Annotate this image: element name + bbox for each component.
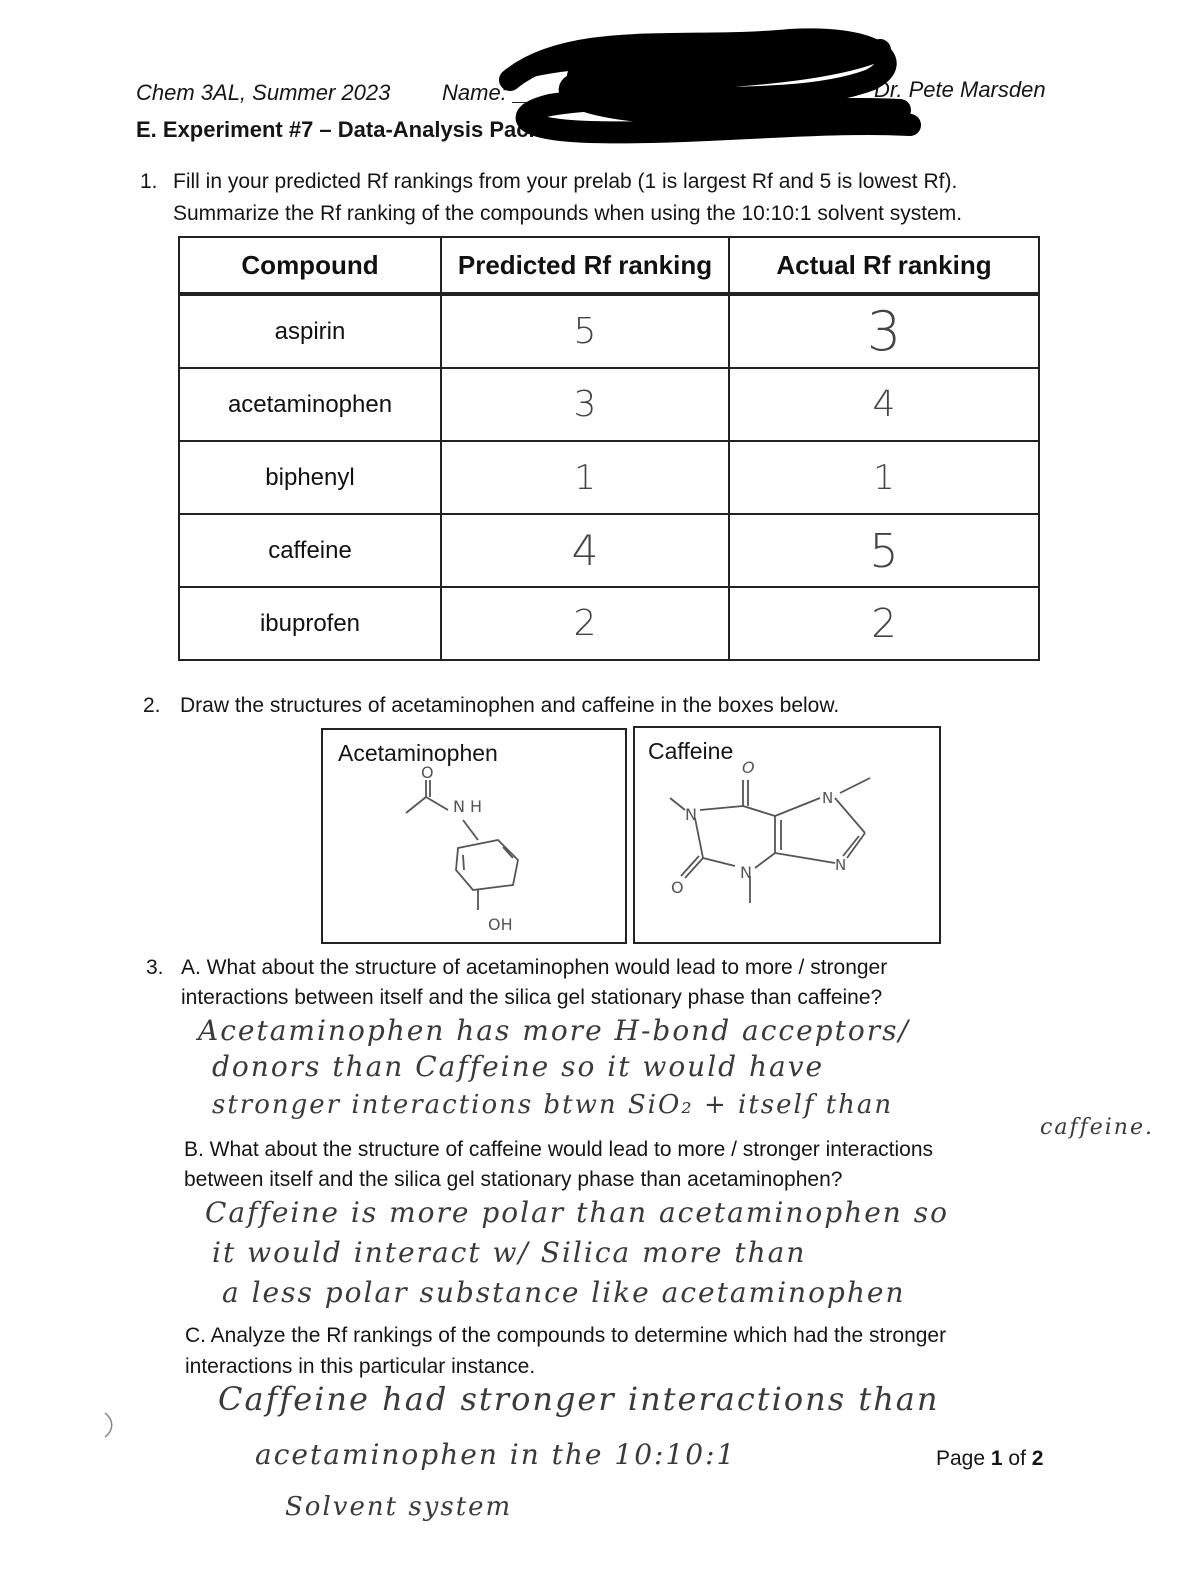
actual-cell: 3	[729, 294, 1039, 368]
caffeine-structure	[635, 728, 939, 942]
caf-o-top-label: O	[742, 758, 755, 777]
predicted-cell: 1	[441, 441, 729, 514]
actual-cell: 4	[729, 368, 1039, 441]
q3a-line1: A. What about the structure of acetaminophen would lead to more / stronger	[181, 956, 888, 979]
compound-cell: biphenyl	[179, 441, 441, 514]
packet-title: E. Experiment #7 – Data-Analysis Packet	[136, 117, 561, 142]
predicted-cell: 4	[441, 514, 729, 587]
page-of: of	[1008, 1447, 1026, 1470]
caf-o-bottom-label: O	[671, 878, 684, 897]
table-row	[179, 514, 1039, 587]
margin-mark	[100, 1410, 120, 1440]
acetaminophen-structure	[323, 730, 625, 942]
compound-cell: ibuprofen	[179, 587, 441, 660]
q1-line2: Summarize the Rf ranking of the compounds when using the 10:10:1 solvent system.	[173, 202, 963, 225]
acet-oh-label: OH	[488, 915, 513, 934]
acetaminophen-box	[321, 728, 627, 944]
instructor-name: Dr. Pete Marsden	[874, 77, 1046, 102]
q1-line1: Fill in your predicted Rf rankings from your prelab (1 is largest Rf and 5 is lowest Rf).	[173, 170, 958, 193]
q1-number: 1.	[140, 170, 158, 193]
caf-n2-label: N	[822, 789, 834, 807]
rf-ranking-table	[178, 236, 1040, 661]
q3b-answer-line2: it would interact w/ Silica more than	[212, 1236, 807, 1269]
table-row	[179, 368, 1039, 441]
name-label: Name:	[442, 80, 507, 105]
page-number: 1	[990, 1447, 1003, 1470]
q2-text: Draw the structures of acetaminophen and caffeine in the boxes below.	[180, 694, 840, 717]
page-prefix: Page	[936, 1447, 986, 1470]
header-compound: Compound	[179, 237, 441, 294]
caf-n3-label: N	[740, 863, 752, 882]
q3c-answer-line2: acetaminophen in the 10:10:1	[255, 1438, 737, 1471]
q3a-answer-line3: stronger interactions btwn SiO₂ + itself than	[212, 1090, 894, 1120]
q3a-answer-line1: Acetaminophen has more H-bond acceptors/	[198, 1014, 910, 1047]
caf-n4-label: N	[835, 856, 847, 874]
q3b-line2: between itself and the silica gel stationary phase than acetaminophen?	[184, 1168, 843, 1191]
acet-o-label: O	[421, 763, 434, 782]
q3-number: 3.	[146, 956, 164, 979]
caffeine-label: Caffeine	[648, 738, 734, 764]
q3a-line2: interactions between itself and the silica gel stationary phase than caffeine?	[181, 986, 883, 1009]
predicted-cell: 3	[441, 368, 729, 441]
table-row	[179, 587, 1039, 660]
actual-cell: 2	[729, 587, 1039, 660]
q3b-answer-line3: a less polar substance like acetaminophen	[222, 1276, 906, 1309]
q3c-line1: C. Analyze the Rf rankings of the compounds to determine which had the stronger	[185, 1324, 947, 1347]
acet-nh-label: N H	[453, 797, 483, 816]
q3c-answer-line3: Solvent system	[285, 1492, 513, 1522]
header-predicted: Predicted Rf ranking	[441, 237, 729, 294]
caf-n1-label: N	[685, 805, 697, 824]
header-actual: Actual Rf ranking	[729, 237, 1039, 294]
table-row	[179, 441, 1039, 514]
predicted-cell: 5	[441, 294, 729, 368]
redaction-scribble	[490, 20, 930, 150]
predicted-cell: 2	[441, 587, 729, 660]
compound-cell: acetaminophen	[179, 368, 441, 441]
q2-number: 2.	[143, 694, 161, 717]
caffeine-box	[633, 726, 941, 944]
q3b-line1: B. What about the structure of caffeine would lead to more / stronger interactions	[184, 1138, 934, 1161]
page-indicator	[936, 1447, 1043, 1471]
q3b-answer-line1: Caffeine is more polar than acetaminophen so	[205, 1196, 949, 1229]
table-header-row	[179, 237, 1039, 294]
course-title: Chem 3AL, Summer 2023	[136, 80, 391, 105]
actual-cell: 5	[729, 514, 1039, 587]
table-row	[179, 294, 1039, 368]
q3c-answer-line1: Caffeine had stronger interactions than	[218, 1380, 940, 1418]
page-total: 2	[1031, 1447, 1044, 1470]
q3a-answer-line4: caffeine.	[1040, 1115, 1154, 1140]
acetaminophen-label: Acetaminophen	[338, 740, 498, 766]
compound-cell: caffeine	[179, 514, 441, 587]
q3a-answer-line2: donors than Caffeine so it would have	[212, 1050, 825, 1083]
compound-cell: aspirin	[179, 294, 441, 368]
q3c-line2: interactions in this particular instance.	[185, 1355, 536, 1378]
actual-cell: 1	[729, 441, 1039, 514]
